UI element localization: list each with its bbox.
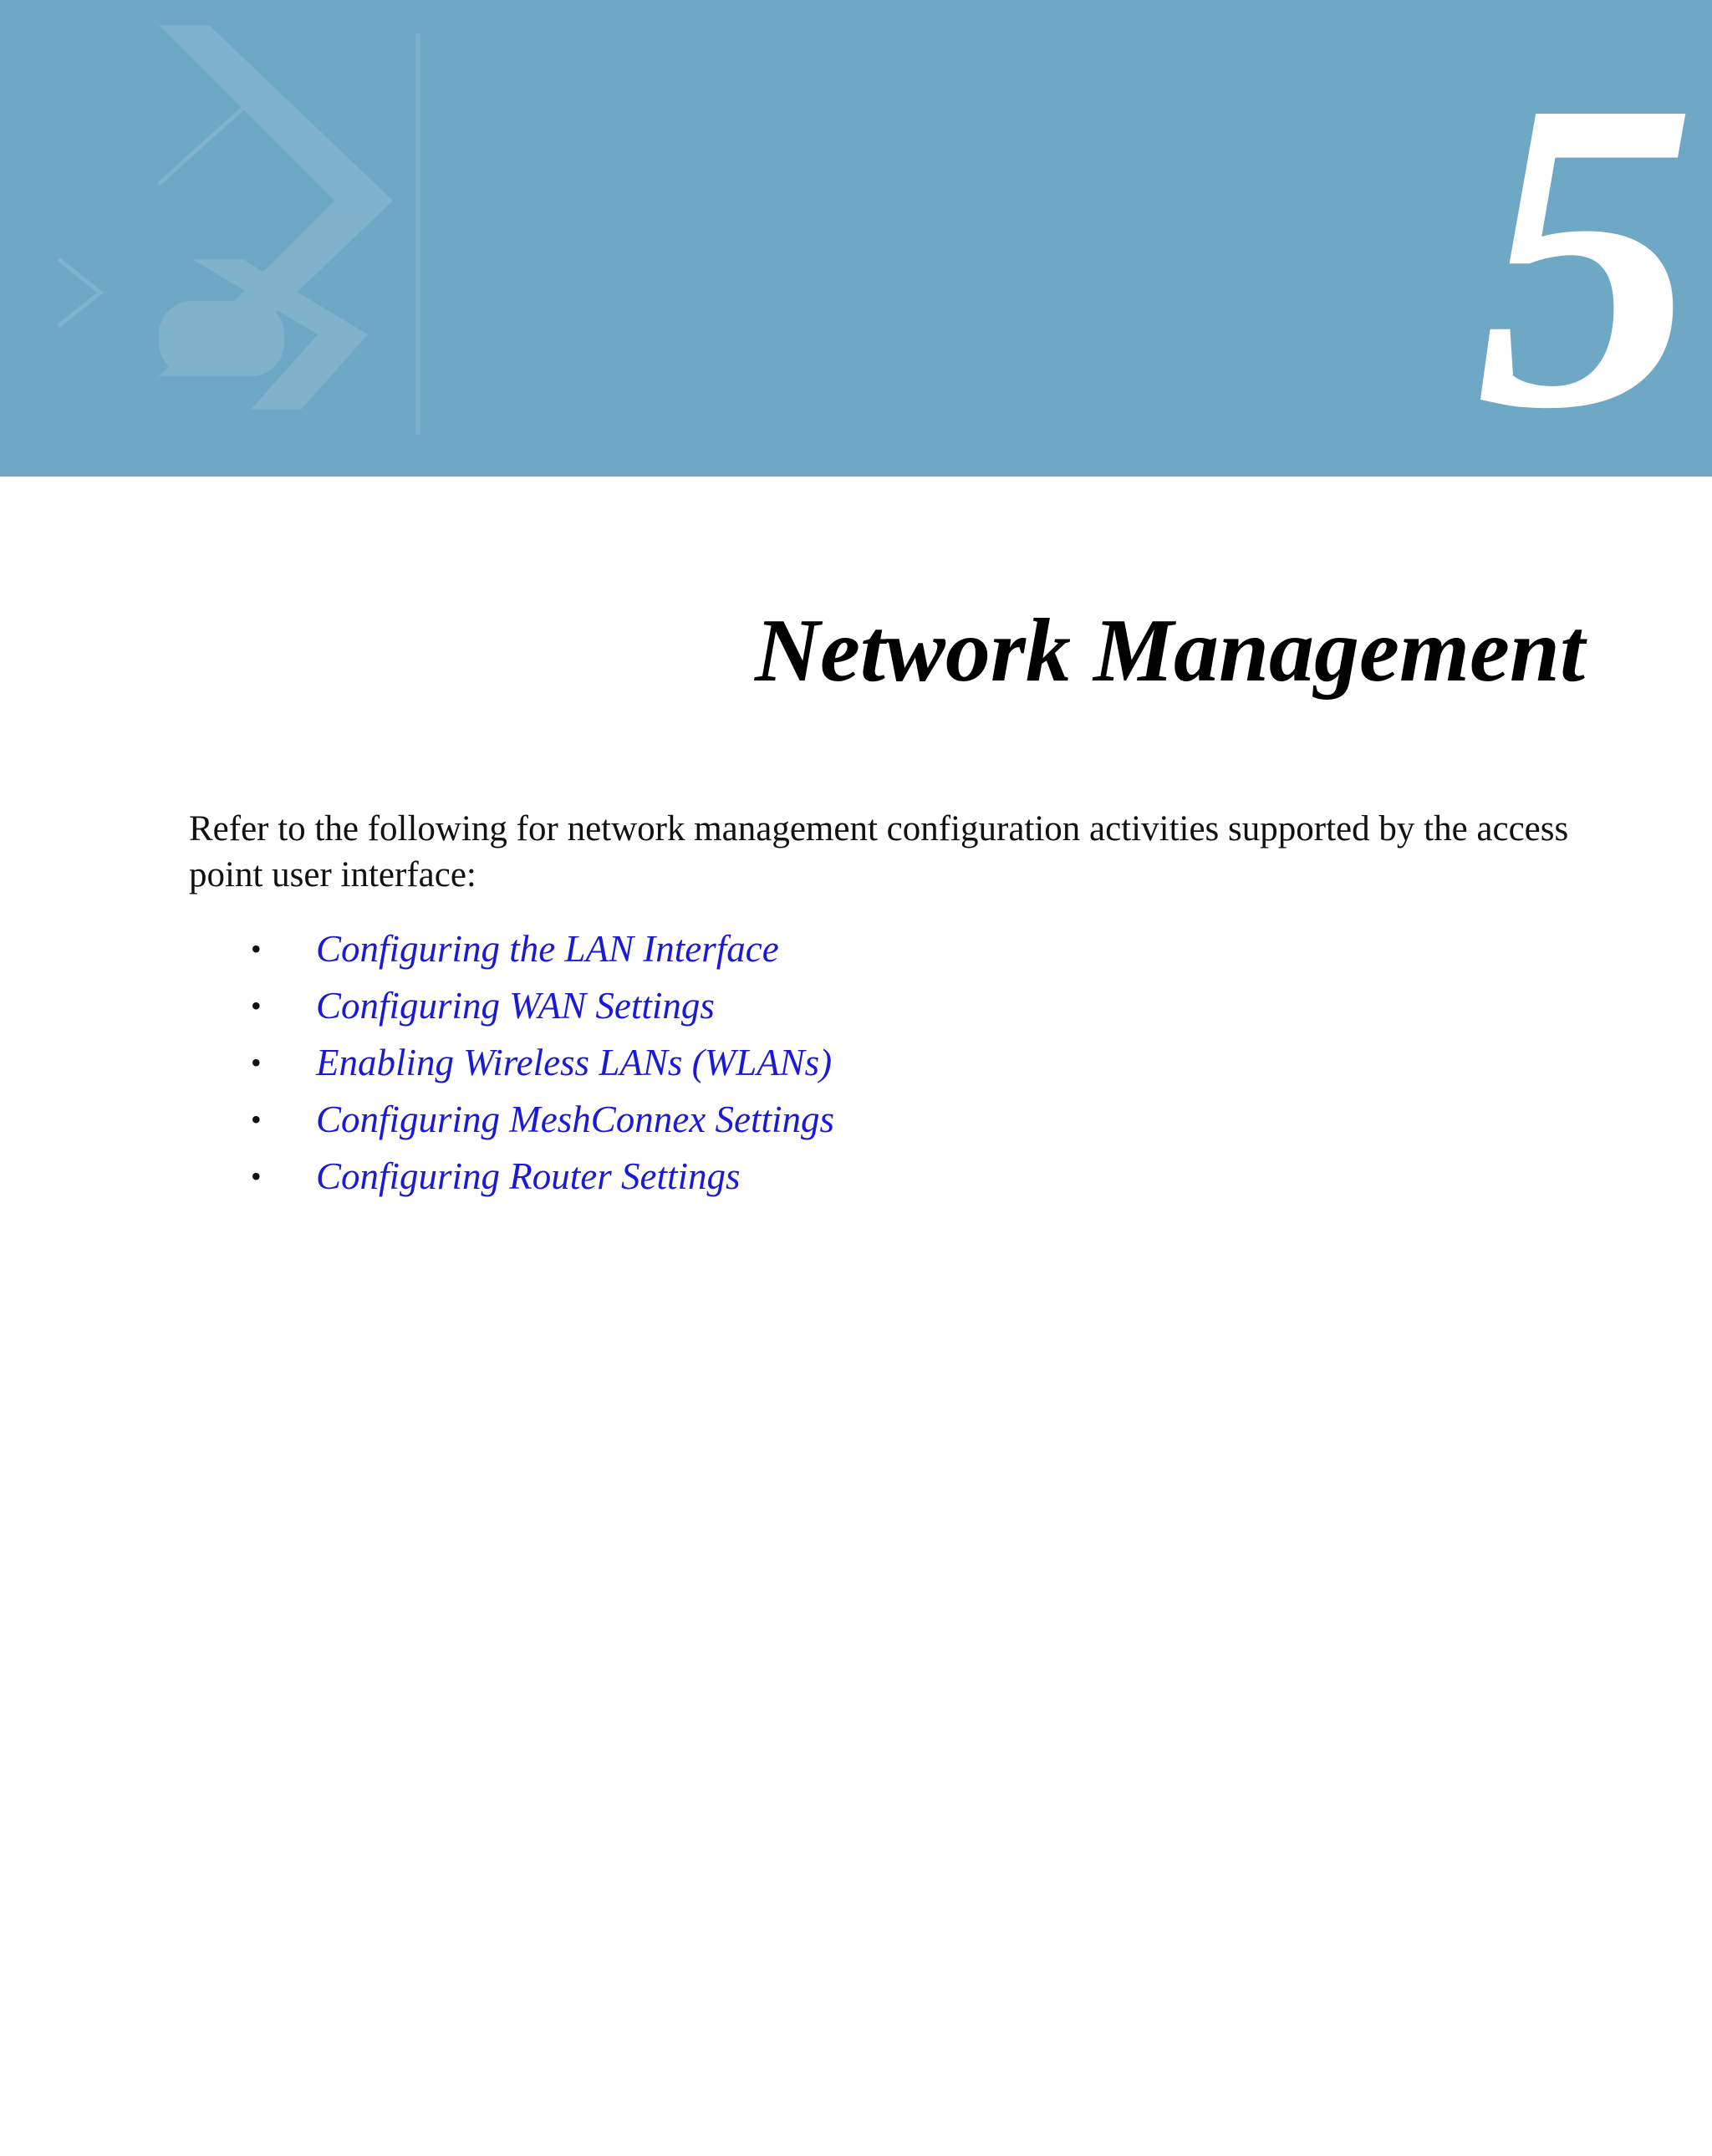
chapter-number: 5: [1475, 9, 1697, 477]
link-enabling-wireless-lans[interactable]: Enabling Wireless LANs (WLANs): [316, 1042, 833, 1083]
chapter-banner: [0, 0, 1712, 477]
link-configuring-meshconnex-settings[interactable]: Configuring MeshConnex Settings: [316, 1098, 834, 1140]
bullet: •: [251, 932, 262, 966]
bullet: •: [251, 1103, 262, 1136]
link-configuring-lan-interface[interactable]: Configuring the LAN Interface: [316, 928, 779, 970]
bullet: •: [251, 1046, 262, 1079]
intro-paragraph: Refer to the following for network management configuration activities supported by the access point user interface:: [189, 809, 1569, 895]
bullet: •: [251, 1160, 262, 1193]
chevron-arrows-icon: [0, 0, 468, 477]
chapter-title: Network Management: [754, 601, 1585, 701]
link-configuring-wan-settings[interactable]: Configuring WAN Settings: [316, 985, 715, 1027]
link-configuring-router-settings[interactable]: Configuring Router Settings: [316, 1155, 741, 1197]
bullet: •: [251, 989, 262, 1022]
